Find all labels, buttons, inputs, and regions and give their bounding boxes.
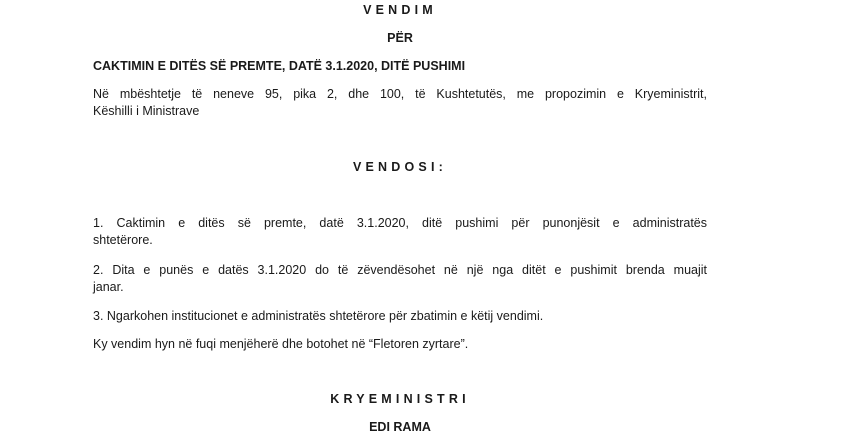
item-1-line-2: shtetërore. — [93, 233, 153, 247]
preamble-line-2: Këshilli i Ministrave — [93, 104, 200, 118]
signatory-title: KRYEMINISTRI — [330, 392, 470, 406]
per-label: PËR — [387, 31, 413, 45]
closing-statement: Ky vendim hyn në fuqi menjëherë dhe botohet në “Fletoren zyrtare”. — [93, 337, 469, 351]
item-2-line-2: janar. — [93, 280, 124, 294]
item-3: 3. Ngarkohen institucionet e administratës shtetërore për zbatimin e këtij vendimi. — [93, 309, 544, 323]
item-1-line-1: 1. Caktimin e ditës së premte, datë 3.1.2020, ditë pushimi për punonjësit e administratës — [93, 216, 707, 230]
item-2-line-1: 2. Dita e punës e datës 3.1.2020 do të zëvendësohet në një nga ditët e pushimit brenda muajit — [93, 263, 707, 277]
decides-heading: VENDOSI: — [352, 160, 448, 174]
decision-subject: CAKTIMIN E DITËS SË PREMTE, DATË 3.1.2020, DITË PUSHIMI — [93, 59, 466, 73]
signatory-name: EDI RAMA — [369, 420, 431, 434]
preamble-line-1: Në mbështetje të neneve 95, pika 2, dhe 100, të Kushtetutës, me propozimin e Kryeministrit, — [93, 87, 707, 101]
document-heading: VENDIM — [363, 3, 437, 17]
